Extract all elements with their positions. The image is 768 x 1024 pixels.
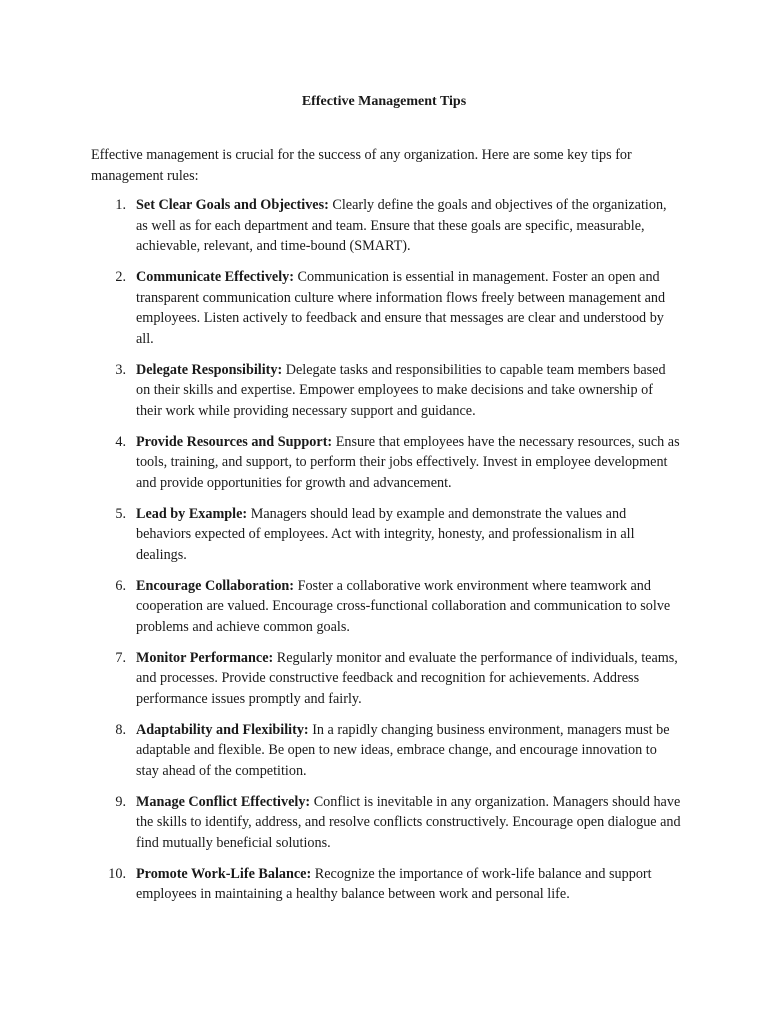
tip-item <box>91 432 681 494</box>
tip-item <box>91 504 681 566</box>
tip-text: Foster a collaborative work environment where teamwork and cooperation are valued. Encourage cross-functional collaboration and communication to solve problems and achieve common goals. <box>136 577 671 635</box>
tip-number: 7. <box>115 649 126 666</box>
tip-text: Communication is essential in management. Foster an open and transparent communication culture where information flows freely between management and employees. Listen actively to feedback and ensure that messages are clear and understood by all. <box>136 269 666 347</box>
tip-item <box>91 267 681 349</box>
tip-title: Communicate Effectively: <box>136 269 294 285</box>
tip-number: 8. <box>115 721 126 738</box>
tip-item <box>91 864 681 905</box>
tip-title: Delegate Responsibility: <box>136 361 283 378</box>
tip-number: 6. <box>115 577 126 594</box>
tip-text: Delegate tasks and responsibilities to capable team members based on their skills and expertise. Empower employees to make decisions and take ownership of their work while providing necessary support and guidance. <box>136 361 666 419</box>
document-title: Effective Management Tips <box>301 94 467 109</box>
tip-number: 3. <box>115 361 126 378</box>
tip-number: 2. <box>115 269 126 285</box>
tip-title: Provide Resources and Support: <box>136 433 333 450</box>
tip-text: Managers should lead by example and demonstrate the values and behaviors expected of employees. Act with integrity, honesty, and professionalism in all dealings. <box>136 505 635 563</box>
tip-number: 10. <box>108 865 126 882</box>
tip-title: Promote Work-Life Balance: <box>136 865 312 882</box>
tip-item <box>91 792 681 854</box>
tip-title: Set Clear Goals and Objectives: <box>136 197 329 213</box>
tip-text: Regularly monitor and evaluate the performance of individuals, teams, and processes. Provide constructive feedback and recognition for achievements. Address performance issues promptly and fairly. <box>136 649 678 707</box>
tip-text: Recognize the importance of work-life balance and support employees in maintaining a healthy balance between work and personal life. <box>136 865 652 902</box>
tip-text: Conflict is inevitable in any organization. Managers should have the skills to identify, address, and resolve conflicts constructively. Encourage open dialogue and find mutually beneficial solutions. <box>136 793 681 851</box>
tip-title: Lead by Example: <box>136 505 248 522</box>
tip-text: In a rapidly changing business environment, managers must be adaptable and flexible. Be open to new ideas, embrace change, and encourage innovation to stay ahead of the competition. <box>136 721 670 779</box>
tip-number: 4. <box>115 433 126 450</box>
tip-number: 9. <box>115 793 126 810</box>
tip-title: Monitor Performance: <box>136 649 274 666</box>
tip-number: 1. <box>115 197 126 213</box>
tip-title: Adaptability and Flexibility: <box>136 721 309 738</box>
tip-text: Clearly define the goals and objectives of the organization, as well as for each department and team. Ensure that these goals are specific, measurable, achievable, relevant, and time-bound (SMART). <box>136 197 667 254</box>
tip-item <box>91 360 681 422</box>
tip-item <box>91 720 681 782</box>
tip-number: 5. <box>115 505 126 522</box>
tip-text: Ensure that employees have the necessary resources, such as tools, training, and support, to perform their jobs effectively. Invest in employee development and provide opportunities for growth and advancement. <box>136 433 680 491</box>
tip-item <box>91 648 681 710</box>
tip-item <box>91 576 681 638</box>
tips-list <box>91 195 681 915</box>
tip-title: Manage Conflict Effectively: <box>136 793 311 810</box>
tip-title: Encourage Collaboration: <box>136 577 295 594</box>
intro-paragraph: Effective management is crucial for the success of any organization. Here are some key tips for management rules: <box>91 147 632 184</box>
tip-item <box>91 195 681 257</box>
